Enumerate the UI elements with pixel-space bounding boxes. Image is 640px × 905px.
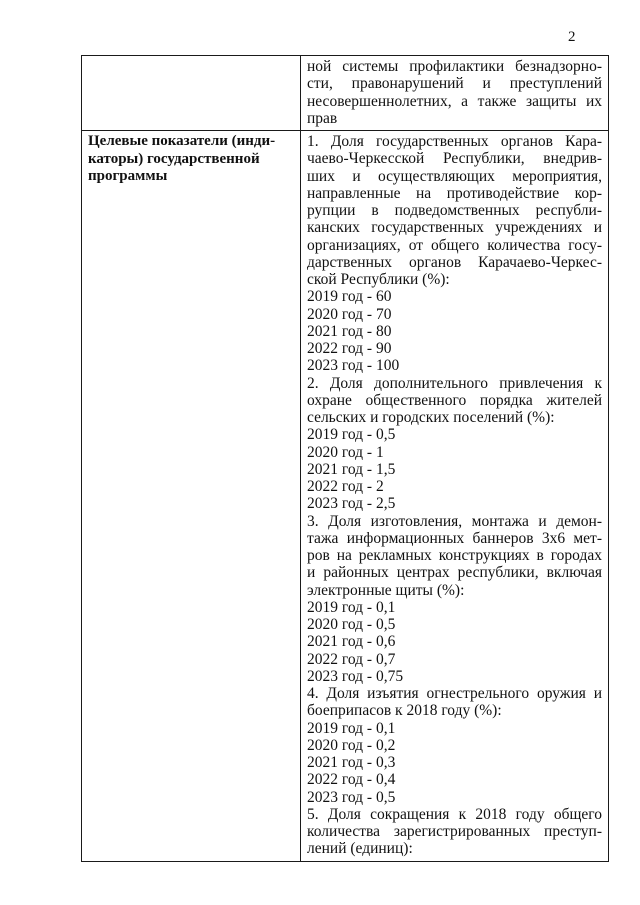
row-content-cell xyxy=(301,56,609,131)
text-line: прав xyxy=(307,109,338,127)
text-line: 2023 год - 0,5 xyxy=(307,788,396,806)
text-line: 2022 год - 0,4 xyxy=(307,771,396,789)
text-line: ской Республики (%): xyxy=(307,271,450,288)
text-line: тажа информационных баннеров 3х6 мет- xyxy=(307,529,602,547)
text-line: рупции в подведомственных республи- xyxy=(307,202,602,219)
text-line: 2019 год - 0,1 xyxy=(307,598,396,616)
text-line: 2019 год - 60 xyxy=(307,288,392,306)
text-line: количества зарегистрированных преступ- xyxy=(307,823,602,840)
page-number: 2 xyxy=(568,29,576,45)
text-line: 2021 год - 0,6 xyxy=(307,633,396,651)
row-label-cell-empty xyxy=(82,56,301,131)
text-line: ров на рекламных конструкциях в городах xyxy=(307,547,602,564)
text-line: 2023 год - 0,75 xyxy=(307,667,404,685)
table-row-continuation xyxy=(82,56,609,131)
text-line: 2021 год - 0,3 xyxy=(307,754,396,771)
text-line: несовершеннолетних, а также защиты их xyxy=(307,92,602,110)
text-line: чаево-Черкесской Республики, внедрив- xyxy=(307,150,602,168)
text-line: ших и осуществляющих мероприятия, xyxy=(307,167,602,185)
row-label-cell xyxy=(82,131,301,862)
text-line: направленные на противодействие кор- xyxy=(307,184,602,202)
text-line: 2021 год - 80 xyxy=(307,322,392,340)
text-line: 2020 год - 0,2 xyxy=(307,736,396,754)
text-line: боеприпасов к 2018 году (%): xyxy=(307,702,502,720)
text-line: охране общественного порядка жителей xyxy=(307,391,602,409)
text-line: 2023 год - 100 xyxy=(307,357,400,375)
text-line: 3. Доля изготовления, монтажа и демон- xyxy=(307,512,602,530)
text-line: лений (единиц): xyxy=(307,840,413,858)
text-line: сельских и городских поселений (%): xyxy=(307,409,555,426)
text-line: 2021 год - 1,5 xyxy=(307,460,396,478)
text-line: и районных центрах республики, включая xyxy=(307,564,602,582)
text-line: дарственных органов Карачаево-Черкес- xyxy=(307,253,602,271)
text-line: 2020 год - 70 xyxy=(307,305,392,323)
text-line: ной системы профилактики безнадзорно- xyxy=(307,58,602,75)
table-row-target-indicators xyxy=(82,131,609,862)
text-line: 2022 год - 90 xyxy=(307,340,392,357)
text-line: 2022 год - 2 xyxy=(307,478,384,495)
row-content-lines xyxy=(307,58,602,127)
text-line: 2020 год - 0,5 xyxy=(307,616,396,633)
text-line: 2022 год - 0,7 xyxy=(307,650,396,668)
text-line: 2023 год - 2,5 xyxy=(307,495,396,513)
text-line: 4. Доля изъятия огнестрельного оружия и xyxy=(307,685,602,702)
text-line: 1. Доля государственных органов Кара- xyxy=(307,133,602,150)
target-indicators-lines xyxy=(307,133,602,858)
text-line: 2019 год - 0,5 xyxy=(307,426,396,444)
text-line: сти, правонарушений и преступлений xyxy=(307,75,602,93)
text-line: электронные щиты (%): xyxy=(307,581,465,599)
text-line: организациях, от общего количества госу- xyxy=(307,236,602,254)
row-content-cell xyxy=(301,131,609,862)
program-passport-table xyxy=(81,55,609,862)
text-line: 2019 год - 0,1 xyxy=(307,719,396,737)
text-line: 2. Доля дополнительного привлечения к xyxy=(307,374,602,392)
text-line: 2020 год - 1 xyxy=(307,443,384,461)
text-line: канских государственных учреждениях и xyxy=(307,219,602,237)
text-line: 5. Доля сокращения к 2018 году общего xyxy=(307,805,602,823)
target-indicators-label: Целевые показатели (инди- каторы) государственной программы xyxy=(88,133,276,184)
